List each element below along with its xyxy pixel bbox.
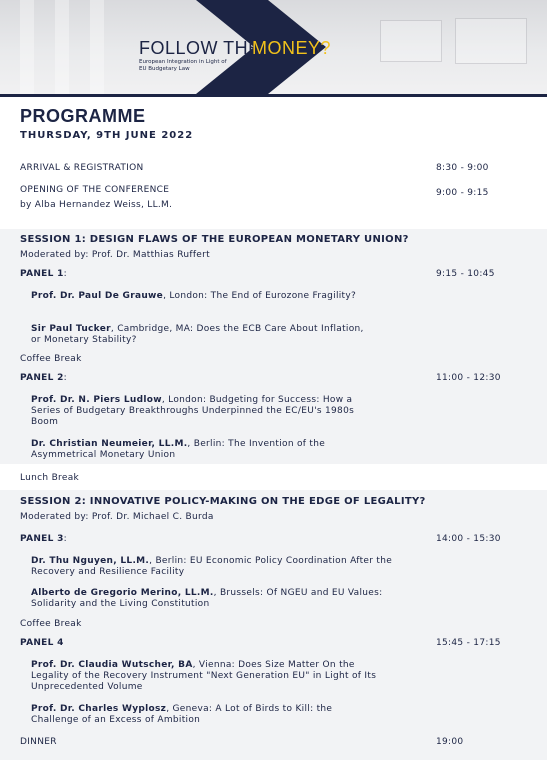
arrival-time: 8:30 - 9:00 — [436, 163, 489, 173]
panel4-label: PANEL 4 — [20, 638, 64, 648]
speaker-name: Dr. Thu Nguyen, LL.M. — [31, 556, 150, 566]
logo-follow-text: FOLLOW THE — [139, 38, 261, 58]
talk-title: , London: The End of Eurozone Fragility? — [163, 291, 357, 301]
panel1-time: 9:15 - 10:45 — [436, 269, 495, 279]
panel3-colon: : — [63, 534, 67, 544]
speaker-name: Sir Paul Tucker — [31, 324, 111, 334]
speaker-name: Prof. Dr. Paul De Grauwe — [31, 291, 164, 301]
panel4-time: 15:45 - 17:15 — [436, 638, 501, 648]
opening-label: OPENING OF THE CONFERENCE — [20, 185, 170, 195]
session1-moderator: Moderated by: Prof. Dr. Matthias Ruffert — [20, 250, 210, 260]
talk-ludlow — [31, 395, 371, 428]
speaker-name: Dr. Christian Neumeier, LL.M. — [31, 439, 188, 449]
talk-title: , Geneva: A Lot of Birds to Kill: the Challenge of an Excess of Ambition — [31, 704, 333, 725]
talk-title: , Vienna: Does Size Matter On the Legality of the Recovery Instrument "Next Generation EU" in Light of Its Unprecedented Volume — [31, 660, 377, 692]
panel2-time: 11:00 - 12:30 — [436, 373, 501, 383]
talk-title: , Berlin: The Invention of the Asymmetrical Monetary Union — [31, 439, 326, 460]
session2-moderator: Moderated by: Prof. Dr. Michael C. Burda — [20, 512, 214, 522]
talk-tucker — [31, 324, 371, 346]
panel2-colon: : — [63, 373, 67, 383]
panel2-label: PANEL 2 — [20, 373, 64, 383]
session2-title: SESSION 2: INNOVATIVE POLICY-MAKING ON THE EDGE OF LEGALITY? — [20, 496, 426, 507]
header-banner — [0, 0, 547, 94]
page-title: PROGRAMME — [20, 106, 146, 126]
lunch-break: Lunch Break — [20, 473, 80, 483]
talk-nguyen — [31, 556, 401, 578]
talk-title: , Brussels: Of NGEU and EU Values: Solidarity and the Living Constitution — [31, 588, 383, 609]
talk-neumeier — [31, 439, 371, 461]
speaker-name: Prof. Dr. Charles Wyplosz — [31, 704, 167, 714]
session1-block — [0, 229, 547, 464]
coffee-break-2: Coffee Break — [20, 619, 82, 629]
session1-title: SESSION 1: DESIGN FLAWS OF THE EUROPEAN MONETARY UNION? — [20, 234, 409, 245]
logo-subtitle: European Integration in Light of EU Budgetary Law — [139, 59, 227, 72]
panel1-label: PANEL 1 — [20, 269, 64, 279]
talk-de-gregorio — [31, 588, 391, 610]
speaker-name: Prof. Dr. Claudia Wutscher, BA — [31, 660, 193, 670]
panel3-label: PANEL 3 — [20, 534, 64, 544]
panel3-time: 14:00 - 15:30 — [436, 534, 501, 544]
dinner-label: DINNER — [20, 737, 57, 747]
dinner-time: 19:00 — [436, 737, 464, 747]
header-divider — [0, 94, 547, 97]
speaker-name: Alberto de Gregorio Merino, LL.M. — [31, 588, 214, 598]
talk-title: , Berlin: EU Economic Policy Coordination After the Recovery and Resilience Facility — [31, 556, 393, 577]
talk-wyplosz — [31, 704, 371, 726]
panel1-colon: : — [63, 269, 67, 279]
talk-title: , Cambridge, MA: Does the ECB Care About Inflation, or Monetary Stability? — [31, 324, 364, 345]
logo-money-text: MONEY? — [252, 38, 332, 58]
talk-title: , London: Budgeting for Success: How a Series of Budgetary Breakthroughs Underpinned the EC/EU's 1980s Boom — [31, 395, 355, 427]
arrival-label: ARRIVAL & REGISTRATION — [20, 163, 144, 173]
opening-speaker: by Alba Hernandez Weiss, LL.M. — [20, 200, 173, 210]
coffee-break-1: Coffee Break — [20, 354, 82, 364]
speaker-name: Prof. Dr. N. Piers Ludlow — [31, 395, 162, 405]
programme-date: THURSDAY, 9TH JUNE 2022 — [20, 130, 194, 141]
talk-de-grauwe — [31, 291, 371, 302]
opening-time: 9:00 - 9:15 — [436, 188, 489, 198]
talk-wutscher — [31, 660, 391, 693]
